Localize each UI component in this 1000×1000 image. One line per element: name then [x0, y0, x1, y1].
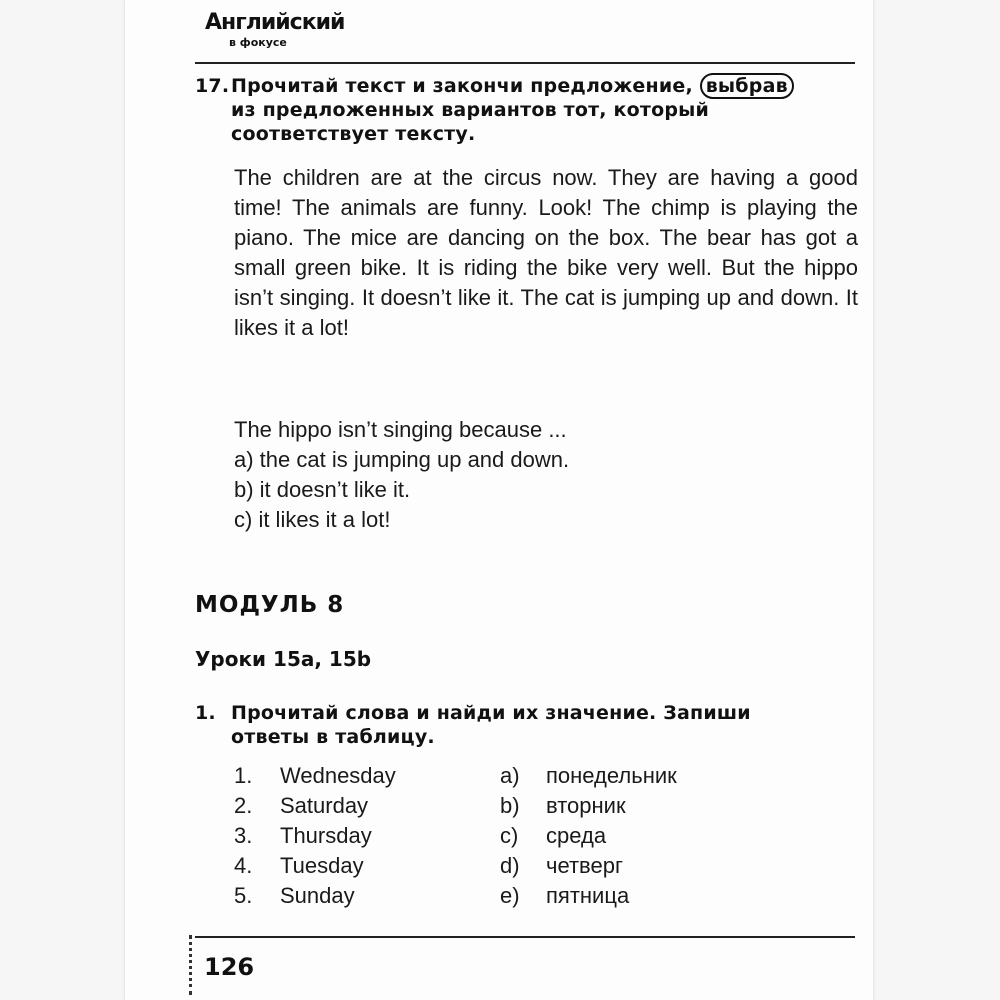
task-1-line-2: ответы в таблицу.: [231, 726, 435, 748]
item-meaning: вторник: [546, 793, 626, 818]
list-item: [234, 761, 396, 791]
item-number: 4.: [234, 853, 253, 878]
item-letter: b): [500, 793, 520, 818]
item-meaning: среда: [546, 823, 607, 848]
item-number: 2.: [234, 793, 253, 818]
english-word-list: [234, 761, 396, 911]
series-logo: [205, 10, 345, 50]
logo-title: Английский: [205, 10, 345, 35]
item-number: 5.: [234, 883, 253, 908]
circus-story-text: The children are at the circus now. They are having a good time! The animals are funny. Look! The chimp is playing the piano. The mice are dancing on the box. The bear has got a small green bike. It is riding the bike very well. But the hippo isn’t singing. It doesn’t like it. The cat is jumping up and down. It likes it a lot!: [234, 165, 858, 340]
list-item: [234, 851, 396, 881]
task-17-line-3: соответствует тексту.: [231, 123, 476, 145]
list-item: [500, 821, 677, 851]
footer-rule: [195, 936, 855, 938]
header-rule: [195, 62, 855, 64]
answer-option-c: c) it likes it a lot!: [234, 507, 391, 532]
item-letter: a): [500, 763, 520, 788]
list-item: [234, 881, 396, 911]
item-word: Sunday: [280, 883, 355, 908]
item-letter: e): [500, 883, 520, 908]
item-meaning: понедельник: [546, 763, 677, 788]
list-item: [500, 881, 677, 911]
item-number: 1.: [234, 763, 253, 788]
task-17-line-1: Прочитай текст и закончи предложение,: [231, 75, 693, 97]
answer-option-b: b) it doesn’t like it.: [234, 477, 411, 502]
item-word: Saturday: [280, 793, 369, 818]
item-number: 3.: [234, 823, 253, 848]
task-1-line-1: Прочитай слова и найди их значение. Запиши: [231, 702, 751, 724]
dotted-margin-line: [189, 935, 196, 995]
list-item: [234, 791, 396, 821]
item-meaning: пятница: [546, 883, 630, 908]
list-item: [500, 761, 677, 791]
list-item: [234, 821, 396, 851]
task-17-number: 17.: [195, 75, 230, 97]
task-17-instructions: [195, 74, 794, 146]
circled-word: выбрав: [700, 73, 794, 99]
list-item: [500, 851, 677, 881]
list-item: [500, 791, 677, 821]
item-letter: d): [500, 853, 520, 878]
russian-meaning-list: [500, 761, 677, 911]
item-word: Thursday: [280, 823, 372, 848]
item-word: Tuesday: [280, 853, 364, 878]
task-1-number: 1.: [195, 702, 216, 724]
item-meaning: четверг: [546, 853, 623, 878]
item-letter: c): [500, 823, 519, 848]
task-17-line-2: из предложенных вариантов тот, который: [231, 99, 710, 121]
module-heading: МОДУЛЬ 8: [195, 592, 345, 618]
question-text: The hippo isn’t singing because ...: [234, 417, 567, 442]
lessons-heading: Уроки 15a, 15b: [195, 647, 372, 671]
task-1-instructions: [195, 701, 751, 749]
item-word: Wednesday: [280, 763, 396, 788]
answer-option-a: a) the cat is jumping up and down.: [234, 447, 570, 472]
page-number: 126: [204, 953, 255, 981]
logo-subtitle: в фокусе: [229, 36, 287, 49]
